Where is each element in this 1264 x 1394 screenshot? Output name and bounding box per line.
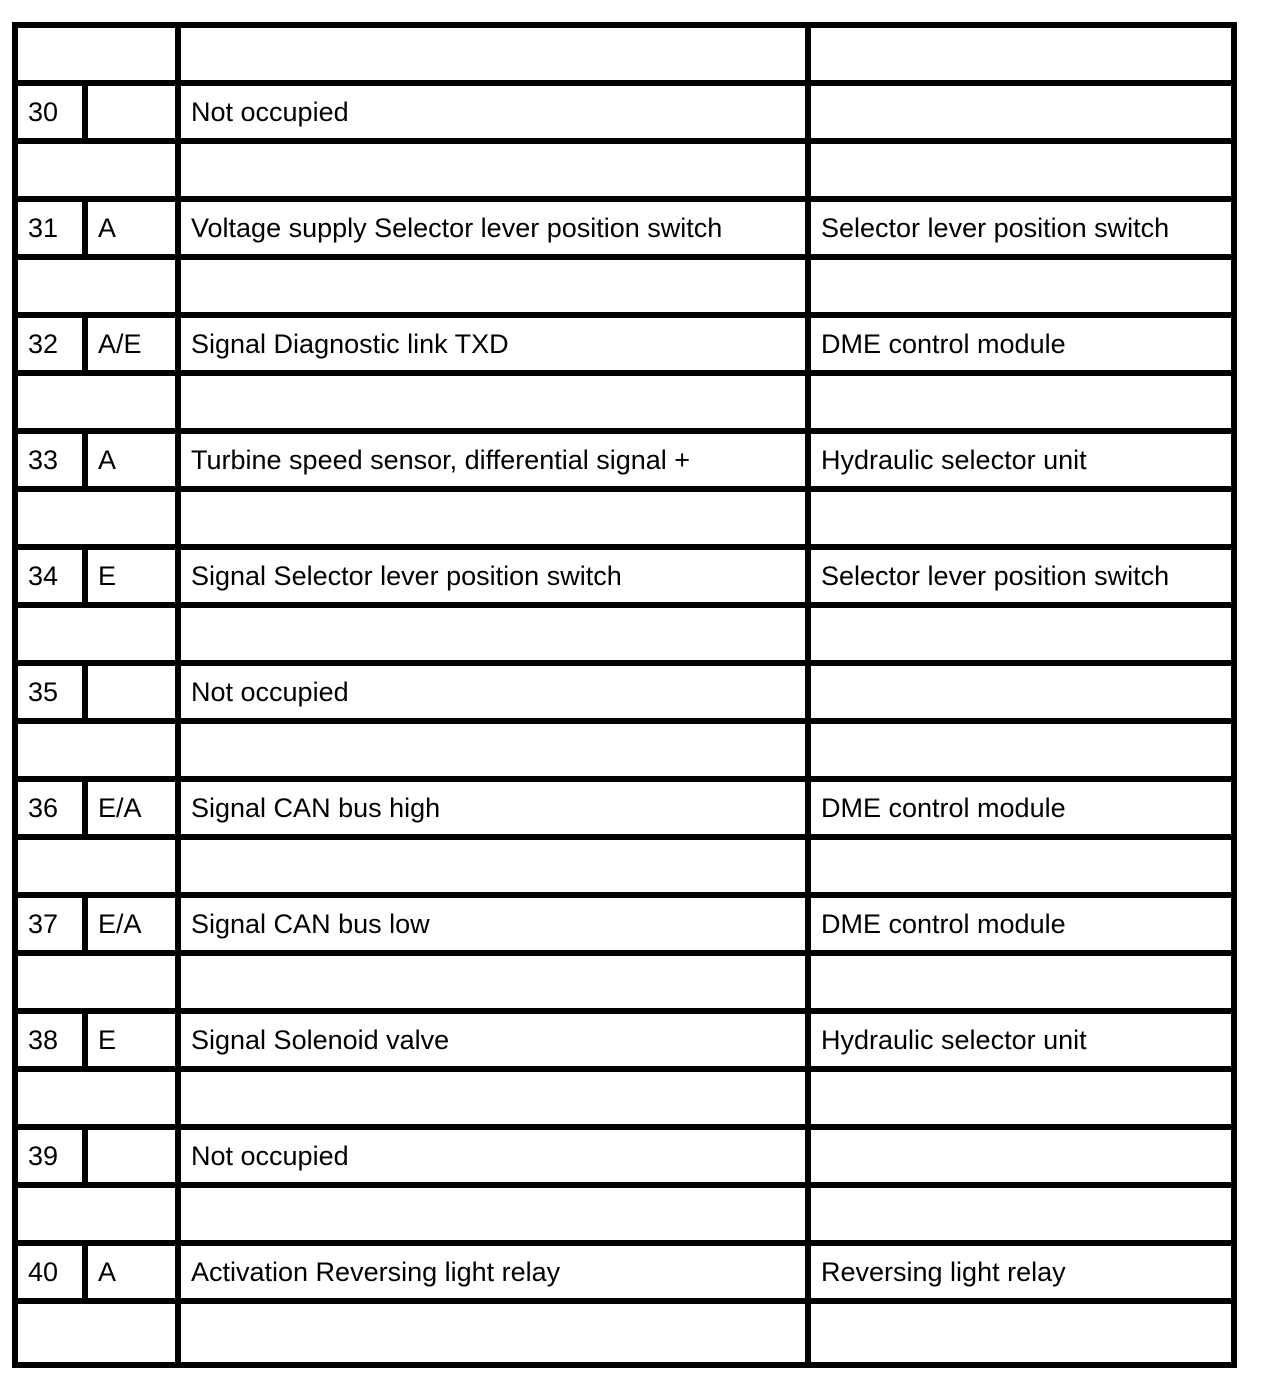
spacer-cell-left [18,376,175,428]
spacer-cell-description [181,608,805,660]
spacer-cell-component [811,260,1231,312]
component-cell [811,86,1231,138]
pin-cell: 39 [18,1130,82,1182]
description-cell: Voltage supply Selector lever position switch [181,202,805,254]
component-cell: Reversing light relay [811,1246,1231,1298]
spacer-cell-description [181,956,805,1008]
spacer-cell-description [181,376,805,428]
type-cell: A/E [88,318,175,370]
description-cell: Not occupied [181,666,805,718]
pin-cell: 35 [18,666,82,718]
pin-cell: 38 [18,1014,82,1066]
pin-cell: 37 [18,898,82,950]
component-cell [811,1130,1231,1182]
type-cell: E/A [88,898,175,950]
spacer-cell-left [18,1072,175,1124]
description-cell: Signal CAN bus low [181,898,805,950]
component-cell: Hydraulic selector unit [811,1014,1231,1066]
spacer-cell-description [181,260,805,312]
pin-cell: 31 [18,202,82,254]
spacer-cell-component [811,840,1231,892]
type-cell [88,666,175,718]
pin-cell: 30 [18,86,82,138]
description-cell: Signal Solenoid valve [181,1014,805,1066]
spacer-cell-left [18,724,175,776]
spacer-cell-component [811,376,1231,428]
type-cell: E [88,550,175,602]
spacer-cell-description [181,1072,805,1124]
description-cell: Not occupied [181,1130,805,1182]
spacer-cell-component [811,1188,1231,1240]
spacer-cell-component [811,144,1231,196]
description-cell: Signal CAN bus high [181,782,805,834]
spacer-cell-left [18,1188,175,1240]
spacer-cell-left [18,260,175,312]
pin-cell: 36 [18,782,82,834]
component-cell: DME control module [811,782,1231,834]
component-cell: Selector lever position switch [811,202,1231,254]
component-cell [811,666,1231,718]
spacer-cell-description [181,840,805,892]
spacer-cell-left [18,28,175,80]
type-cell: A [88,434,175,486]
description-cell: Not occupied [181,86,805,138]
spacer-cell-component [811,492,1231,544]
spacer-cell-description [181,1188,805,1240]
spacer-cell-description [181,724,805,776]
spacer-cell-left [18,1304,175,1362]
pin-cell: 34 [18,550,82,602]
description-cell: Turbine speed sensor, differential signal + [181,434,805,486]
spacer-cell-left [18,840,175,892]
component-cell: DME control module [811,318,1231,370]
spacer-cell-component [811,956,1231,1008]
spacer-cell-left [18,144,175,196]
spacer-cell-left [18,608,175,660]
spacer-cell-left [18,956,175,1008]
component-cell: DME control module [811,898,1231,950]
pin-cell: 33 [18,434,82,486]
description-cell: Signal Diagnostic link TXD [181,318,805,370]
spacer-cell-component [811,724,1231,776]
spacer-cell-description [181,1304,805,1362]
spacer-cell-description [181,492,805,544]
spacer-cell-component [811,1304,1231,1362]
spacer-cell-component [811,1072,1231,1124]
pin-cell: 40 [18,1246,82,1298]
type-cell [88,1130,175,1182]
component-cell: Selector lever position switch [811,550,1231,602]
description-cell: Signal Selector lever position switch [181,550,805,602]
pin-cell: 32 [18,318,82,370]
pin-assignment-table [12,22,1237,1368]
type-cell: E [88,1014,175,1066]
spacer-cell-description [181,144,805,196]
type-cell: A [88,202,175,254]
spacer-cell-component [811,608,1231,660]
type-cell: A [88,1246,175,1298]
type-cell: E/A [88,782,175,834]
spacer-cell-left [18,492,175,544]
spacer-cell-description [181,28,805,80]
type-cell [88,86,175,138]
component-cell: Hydraulic selector unit [811,434,1231,486]
spacer-cell-component [811,28,1231,80]
description-cell: Activation Reversing light relay [181,1246,805,1298]
